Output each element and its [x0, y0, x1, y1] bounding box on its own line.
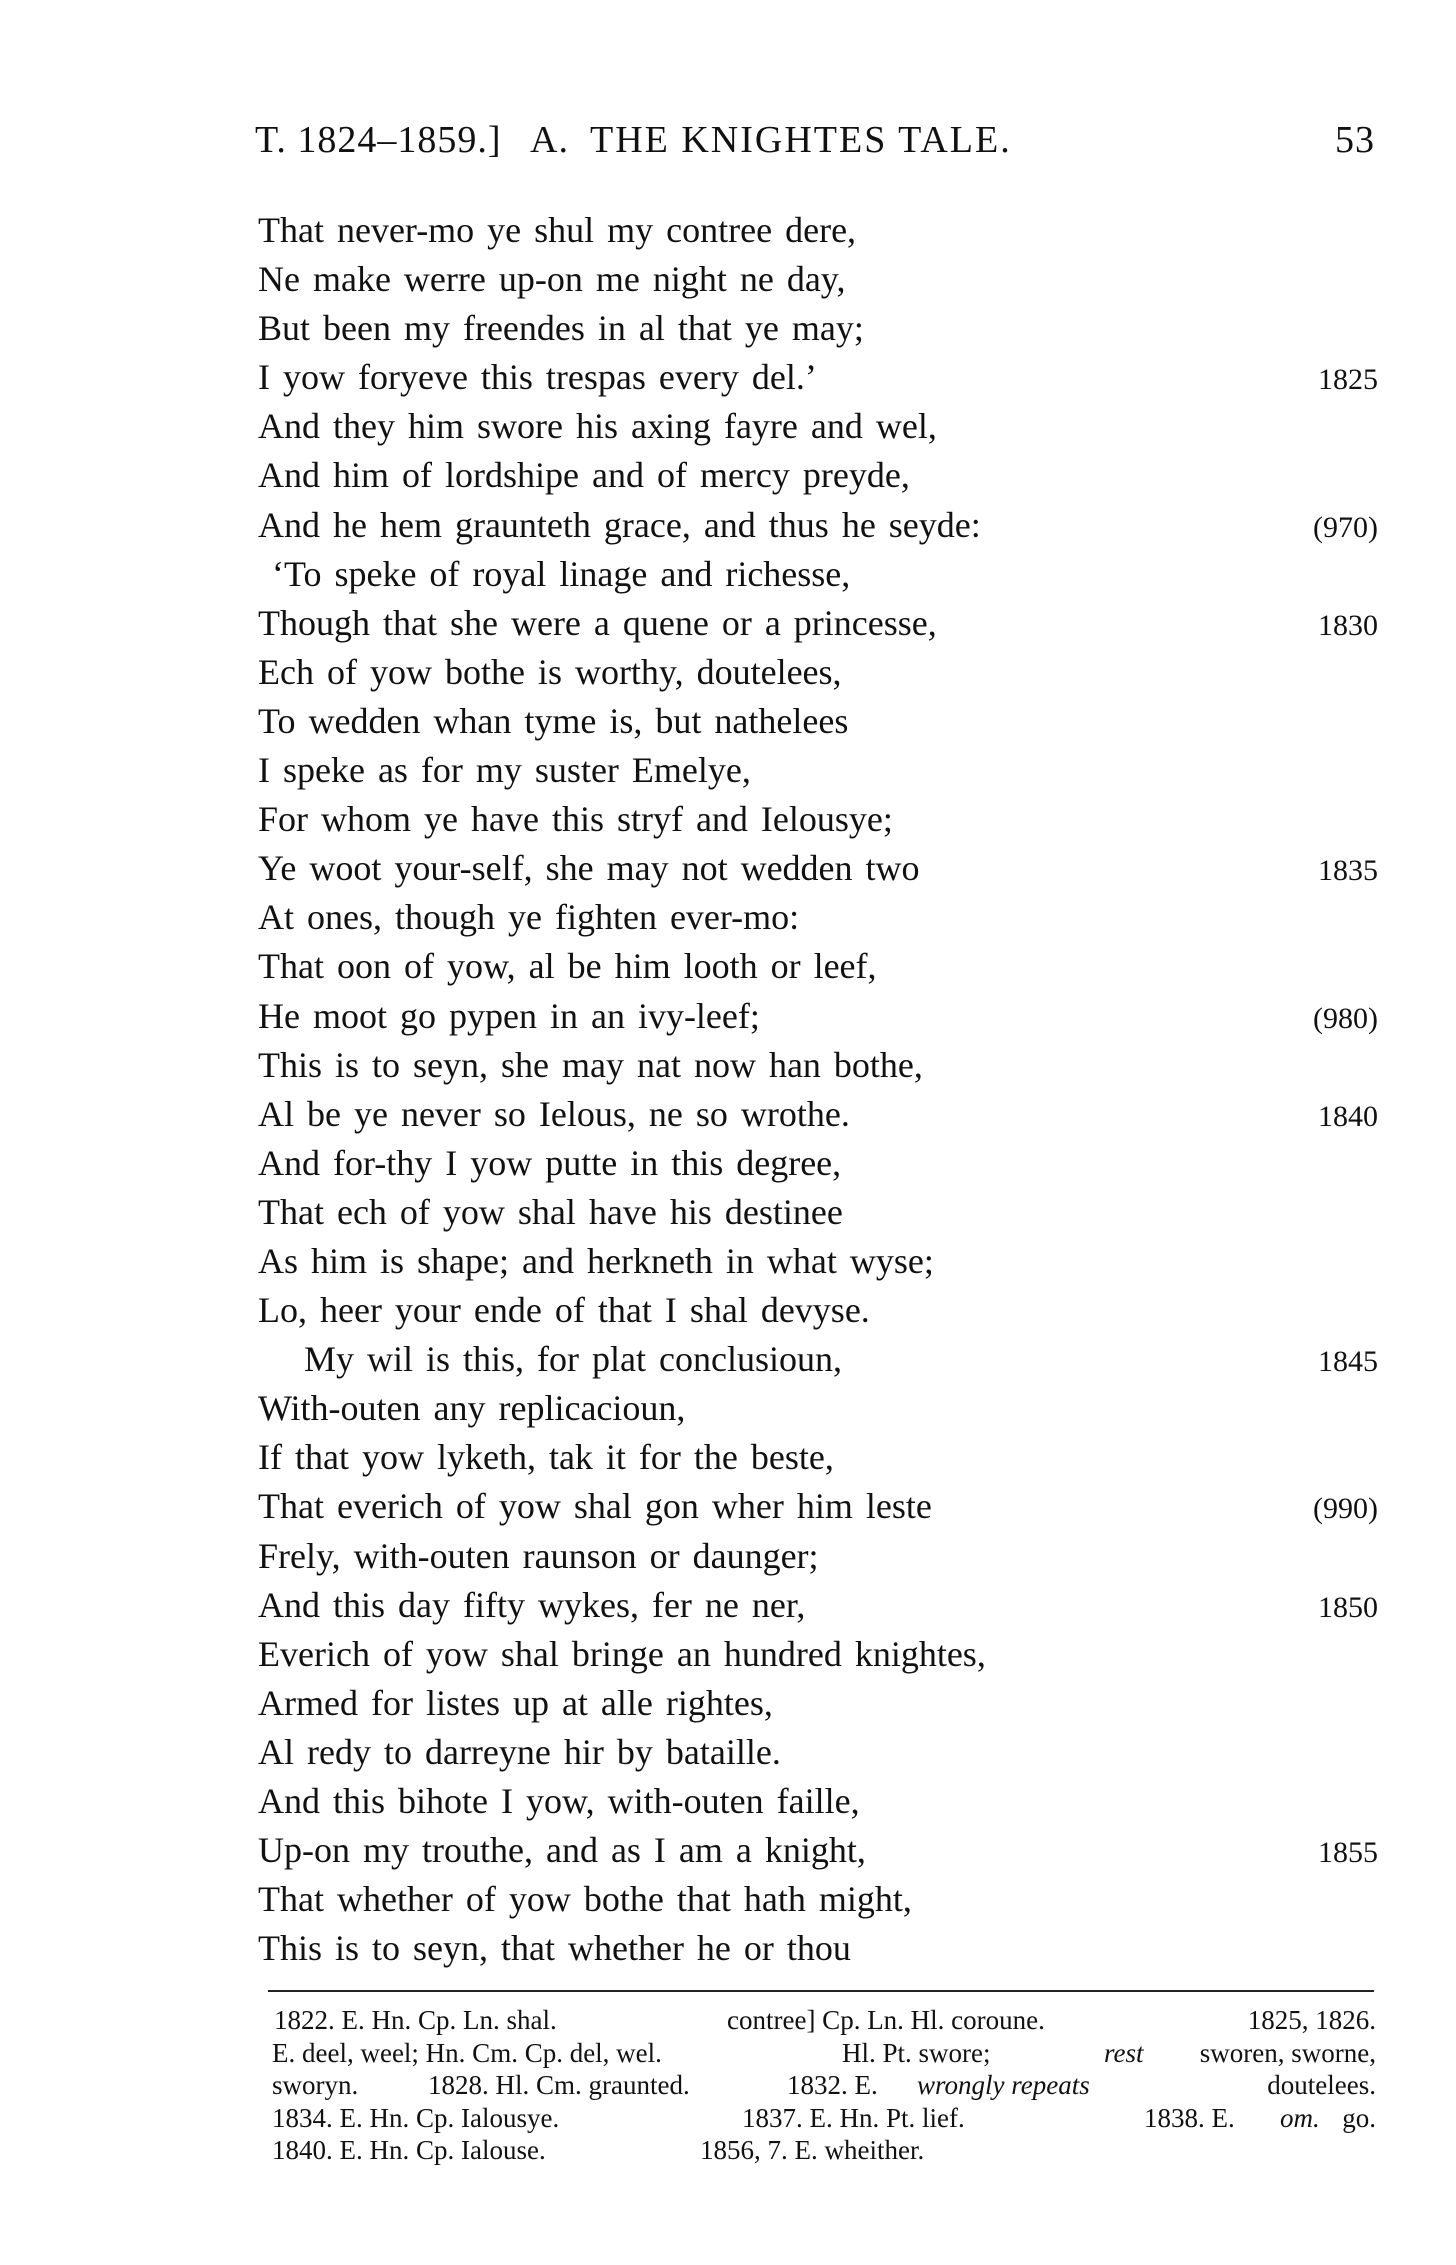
verse-line — [258, 1532, 1378, 1581]
line-number: 1845 — [1318, 1345, 1378, 1379]
verse-text: And they him swore his axing fayre and wel, — [258, 406, 937, 447]
verse-line — [258, 1188, 1378, 1237]
verse-text: If that yow lyketh, tak it for the beste, — [258, 1437, 834, 1478]
footnote-1838: 1838. E. — [1144, 2102, 1235, 2133]
running-header — [255, 118, 1375, 178]
verse-text: For whom ye have this stryf and Ielousye; — [258, 799, 893, 840]
verse-line — [258, 304, 1378, 353]
verse-line — [258, 1237, 1378, 1286]
verse-text: Ne make werre up-on me night ne day, — [258, 259, 846, 300]
line-number: 1840 — [1318, 1099, 1378, 1133]
line-number: (970) — [1313, 510, 1378, 544]
verse-text: But been my freendes in al that ye may; — [258, 308, 864, 349]
verse-line — [258, 206, 1378, 255]
verse-line — [258, 1924, 1378, 1973]
verse-line — [258, 893, 1378, 942]
footnote-line — [272, 2102, 1376, 2135]
verse-line — [258, 501, 1378, 550]
verse-text: Ech of yow bothe is worthy, doutelees, — [258, 651, 842, 692]
footnote-1822: 1822. E. Hn. Cp. Ln. shal. — [274, 2005, 557, 2035]
verse-text: This is to seyn, that whether he or thou — [258, 1928, 851, 1969]
verse-text: Al redy to darreyne hir by bataille. — [258, 1731, 781, 1772]
verse-line — [258, 942, 1378, 991]
line-number: 1830 — [1318, 608, 1378, 642]
verse-line — [258, 402, 1378, 451]
verse-text: Frely, with-outen raunson or daunger; — [258, 1535, 819, 1576]
verse-text: Al be ye never so Ielous, ne so wrothe. — [258, 1093, 850, 1134]
verse-line — [258, 992, 1378, 1041]
line-number: (990) — [1313, 1492, 1378, 1526]
verse-line — [258, 746, 1378, 795]
verse-text: As him is shape; and herkneth in what wyse; — [258, 1240, 934, 1281]
verse-line — [258, 451, 1378, 500]
footnote-doutelees: doutelees. — [1267, 2070, 1376, 2100]
footnote-1822-contree: contree] Cp. Ln. Hl. coroune. — [727, 2005, 1045, 2035]
header-range-text: T. 1824–1859.] — [255, 119, 502, 161]
verse-text: Lo, heer your ende of that I shal devyse. — [258, 1290, 870, 1331]
verse-line — [258, 1777, 1378, 1826]
footnote-line — [272, 2004, 1376, 2037]
footnote-om: om. — [1280, 2102, 1320, 2133]
verse-line — [258, 1041, 1378, 1090]
footnote-go: go. — [1342, 2102, 1376, 2133]
verse-text: Ye woot your-self, she may not wedden two — [258, 848, 920, 889]
footnote-wrongly-repeats: wrongly repeats — [917, 2070, 1090, 2100]
header-title: THE KNIGHTES TALE. — [590, 119, 1012, 161]
footnote-rest: rest — [1104, 2037, 1144, 2068]
verse-text: This is to seyn, she may nat now han bothe, — [258, 1044, 923, 1085]
verse-text: Everich of yow shal bringe an hundred knightes, — [258, 1633, 986, 1674]
verse-text: Though that she were a quene or a princesse, — [258, 602, 937, 643]
footnote-1828: 1828. Hl. Cm. graunted. — [428, 2070, 690, 2100]
verse-line — [258, 1826, 1378, 1875]
footnotes — [272, 2004, 1376, 2167]
footnote-line — [272, 2134, 1376, 2167]
verse-line — [258, 1384, 1378, 1433]
verse-line — [258, 599, 1378, 648]
page-number: 53 — [1335, 119, 1375, 161]
verse-text: That oon of yow, al be him looth or leef, — [258, 946, 877, 987]
verse-line — [258, 1581, 1378, 1630]
verse-text: With-outen any replicacioun, — [258, 1388, 686, 1429]
footnote-line — [272, 2037, 1376, 2070]
verse-text: I yow foryeve this trespas every del.’ — [258, 357, 817, 398]
verse-line — [258, 1433, 1378, 1482]
footnote-line — [272, 2069, 1376, 2102]
verse-line — [258, 1630, 1378, 1679]
verse-line — [258, 1728, 1378, 1777]
footnote-1837: 1837. E. Hn. Pt. lief. — [742, 2102, 965, 2133]
line-number: 1835 — [1318, 854, 1378, 888]
verse-text: And for-thy I yow putte in this degree, — [258, 1142, 842, 1183]
header-letter: A. — [530, 119, 569, 161]
verse-line — [258, 1482, 1378, 1531]
footnote-1840: 1840. E. Hn. Cp. Ialouse. — [272, 2135, 546, 2165]
footnote-1832: 1832. E. — [787, 2070, 878, 2100]
footnote-1826-hl: Hl. Pt. swore; — [842, 2037, 991, 2068]
line-number: 1825 — [1318, 363, 1378, 397]
verse-line — [258, 1090, 1378, 1139]
verse-text: Up-on my trouthe, and as I am a knight, — [258, 1830, 866, 1871]
verse-line — [258, 1139, 1378, 1188]
line-number: 1855 — [1318, 1836, 1378, 1870]
verse-text: And this day fifty wykes, fer ne ner, — [258, 1584, 806, 1625]
verse-text: At ones, though ye fighten ever-mo: — [258, 897, 800, 938]
verse-text: That everich of yow shal gon wher him leste — [258, 1486, 932, 1527]
verse-text: My wil is this, for plat conclusioun, — [304, 1339, 842, 1380]
verse-line — [258, 795, 1378, 844]
verse-text: That whether of yow bothe that hath might, — [258, 1879, 912, 1920]
line-number: (980) — [1313, 1001, 1378, 1035]
verse-line — [258, 844, 1378, 893]
line-number: 1850 — [1318, 1590, 1378, 1624]
verse-text: That never-mo ye shul my contree dere, — [258, 210, 857, 250]
verse-line — [258, 1286, 1378, 1335]
verse-text: Armed for listes up at alle rightes, — [258, 1682, 773, 1723]
verse-text: He moot go pypen in an ivy-leef; — [258, 995, 760, 1036]
footnote-1826: E. deel, weel; Hn. Cm. Cp. del, wel. — [272, 2037, 662, 2068]
footnote-1825: 1825, 1826. — [1247, 2005, 1376, 2035]
header-line-range — [255, 118, 569, 162]
verse-text: And this bihote I yow, with-outen faille, — [258, 1781, 860, 1821]
verse-line — [258, 1875, 1378, 1924]
footnote-sworen: sworen, sworne, — [1199, 2037, 1376, 2068]
verse-line — [258, 697, 1378, 746]
verse-block — [258, 206, 1378, 1973]
footnote-divider — [268, 1990, 1374, 1992]
footnote-sworyn: sworyn. — [272, 2070, 359, 2100]
verse-line — [258, 1679, 1378, 1728]
footnote-1834: 1834. E. Hn. Cp. Ialousye. — [272, 2102, 560, 2133]
verse-text: ‘To speke of royal linage and richesse, — [272, 553, 851, 594]
verse-text: And him of lordshipe and of mercy preyde, — [258, 455, 910, 496]
verse-text: That ech of yow shal have his destinee — [258, 1191, 843, 1232]
verse-line — [258, 255, 1378, 304]
verse-text: To wedden whan tyme is, but nathelees — [258, 700, 849, 741]
verse-line — [258, 550, 1378, 599]
verse-line — [258, 353, 1378, 402]
verse-line — [258, 1335, 1378, 1384]
verse-text: I speke as for my suster Emelye, — [258, 750, 751, 791]
verse-line — [258, 648, 1378, 697]
footnote-1856: 1856, 7. E. wheither. — [700, 2135, 925, 2165]
verse-text: And he hem graunteth grace, and thus he seyde: — [258, 504, 981, 545]
